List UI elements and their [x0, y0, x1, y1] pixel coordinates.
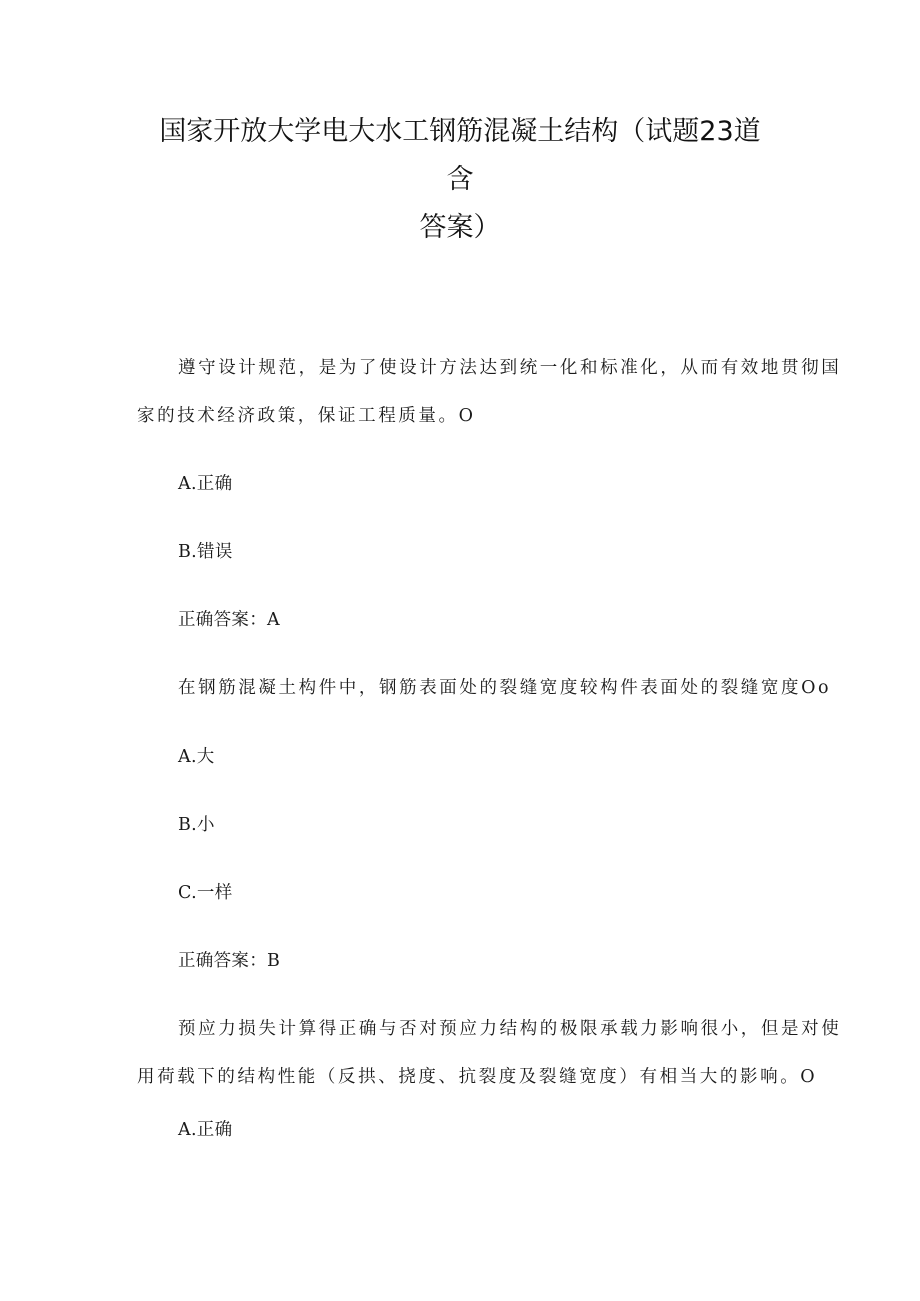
document-title-line-1: 国家开放大学电大水工钢筋混凝土结构（试题23道	[159, 116, 761, 147]
question-2-option-b: B.小	[178, 815, 215, 835]
question-3-stem-line-2: 用荷载下的结构性能（反拱、挠度、抗裂度及裂缝宽度）有相当大的影响。O	[137, 1067, 818, 1087]
question-1-option-b: B.错误	[178, 542, 233, 562]
question-3-stem-line-1: 预应力损失计算得正确与否对预应力结构的极限承载力影响很小，但是对使	[178, 1019, 842, 1039]
question-1-answer: 正确答案：A	[178, 610, 280, 630]
question-2-stem-line-1: 在钢筋混凝土构件中，钢筋表面处的裂缝宽度较构件表面处的裂缝宽度Oo	[178, 678, 832, 698]
document-title-line-3: 答案）	[419, 212, 501, 243]
question-2-option-a: A.大	[178, 747, 215, 767]
question-1-stem-line-2: 家的技术经济政策，保证工程质量。O	[137, 406, 476, 426]
question-1-stem-line-1: 遵守设计规范，是为了使设计方法达到统一化和标准化，从而有效地贯彻国	[178, 358, 842, 378]
document-title-line-2: 含	[446, 164, 474, 195]
question-3-option-a: A.正确	[178, 1120, 233, 1140]
question-1-option-a: A.正确	[178, 474, 233, 494]
question-2-option-c: C.一样	[178, 883, 233, 903]
question-2-answer: 正确答案：B	[178, 951, 281, 971]
